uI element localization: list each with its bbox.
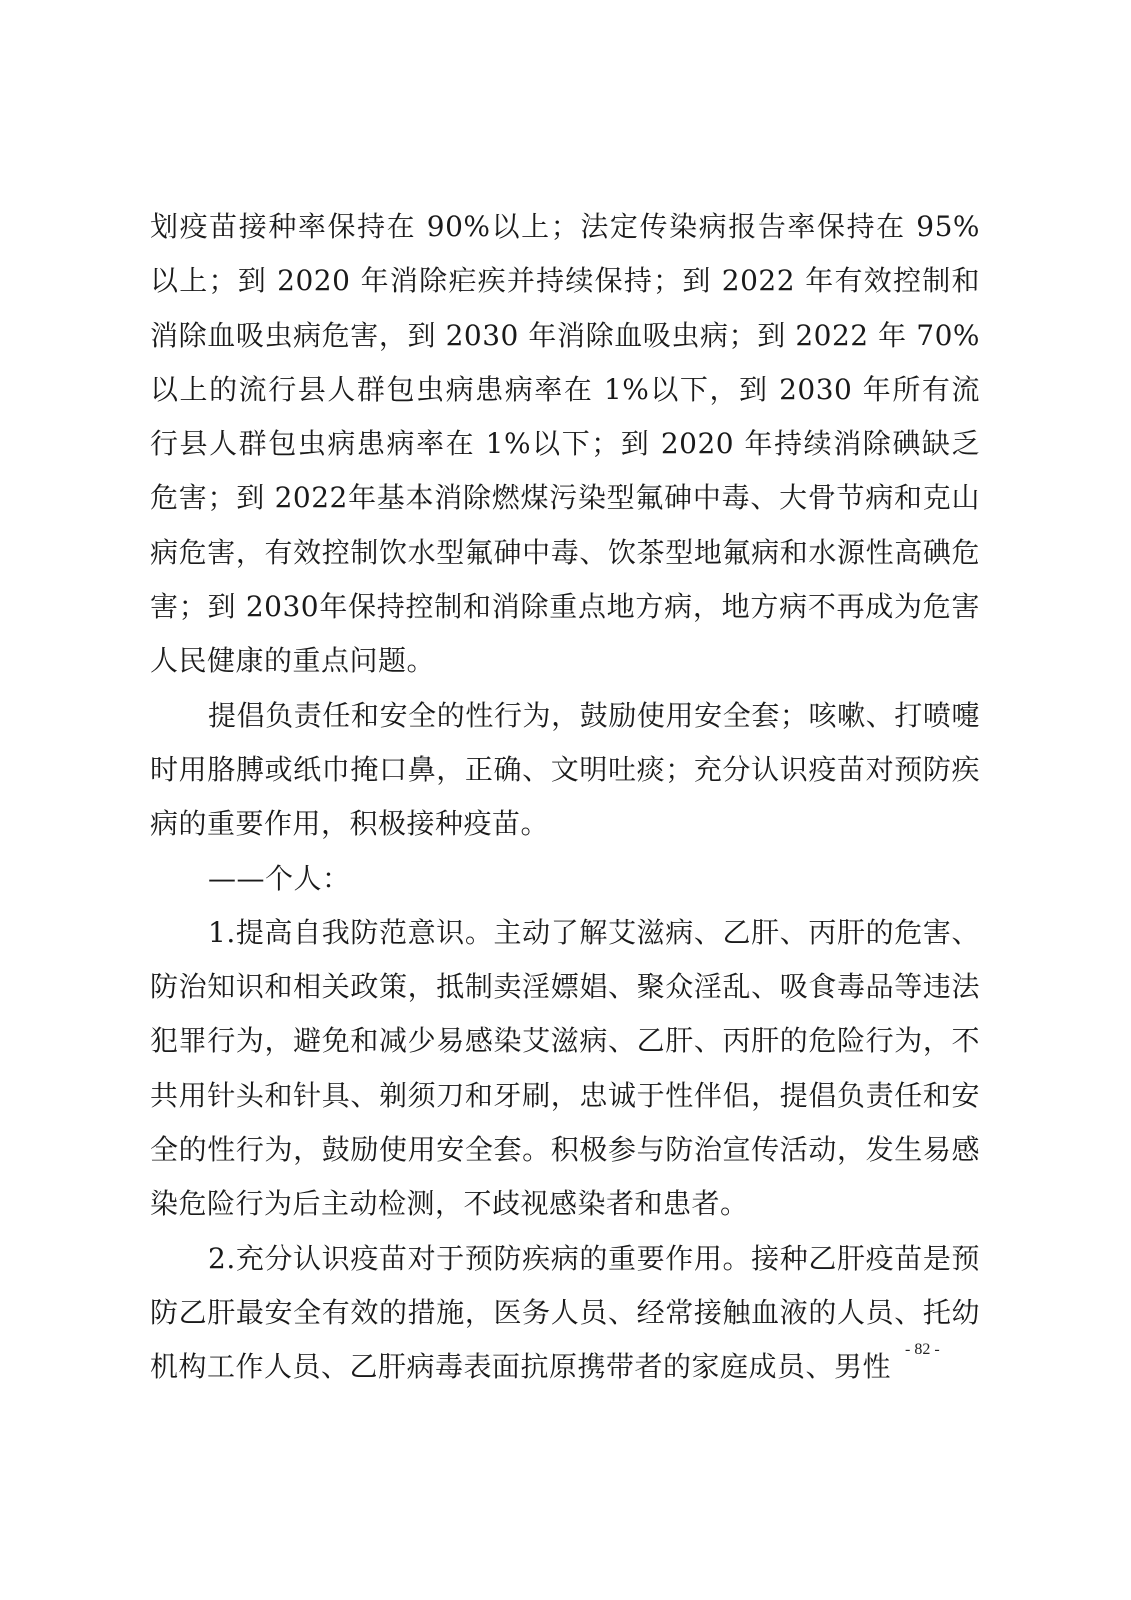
paragraph-advocacy: 提倡负责任和安全的性行为，鼓励使用安全套；咳嗽、打喷嚏时用胳膊或纸巾掩口鼻，正确、文明吐痰；充分认识疫苗对预防疾病的重要作用，积极接种疫苗。 (150, 698, 980, 841)
page-number: - 82 - (905, 1341, 940, 1358)
list-item-2: 2.充分认识疫苗对于预防疾病的重要作用。接种乙肝疫苗是预防乙肝最安全有效的措施，医务人员、经常接触血液的人员、托幼机构工作人员、乙肝病毒表面抗原携带者的家庭成员、男性 (150, 1241, 980, 1384)
body-text (150, 200, 980, 1395)
paragraph-continuation: 划疫苗接种率保持在 90%以上；法定传染病报告率保持在 95%以上；到 2020 年消除疟疾并持续保持；到 2022 年有效控制和消除血吸虫病危害，到 2030 年消除血吸虫病；到 2022 年 70%以上的流行县人群包虫病患病率在 1%以下，到 2030 年所有流行县人群包虫病患病率在 1%以下；到 2020 年持续消除碘缺乏危害；到 2022年基本消除燃煤污染型氟砷中毒、大骨节病和克山病危害，有效控制饮水型氟砷中毒、饮茶型地氟病和水源性高碘危害；到 2030年保持控制和消除重点地方病，地方病不再成为危害人民健康的重点问题。 (150, 210, 980, 678)
list-item-1: 1.提高自我防范意识。主动了解艾滋病、乙肝、丙肝的危害、防治知识和相关政策，抵制卖淫嫖娼、聚众淫乱、吸食毒品等违法犯罪行为，避免和减少易感染艾滋病、乙肝、丙肝的危险行为，不共用针头和针具、剃须刀和牙刷，忠诚于性伴侣，提倡负责任和安全的性行为，鼓励使用安全套。积极参与防治宣传活动，发生易感染危险行为后主动检测，不歧视感染者和患者。 (150, 915, 980, 1221)
section-heading-individual: ——个人： (208, 861, 351, 895)
